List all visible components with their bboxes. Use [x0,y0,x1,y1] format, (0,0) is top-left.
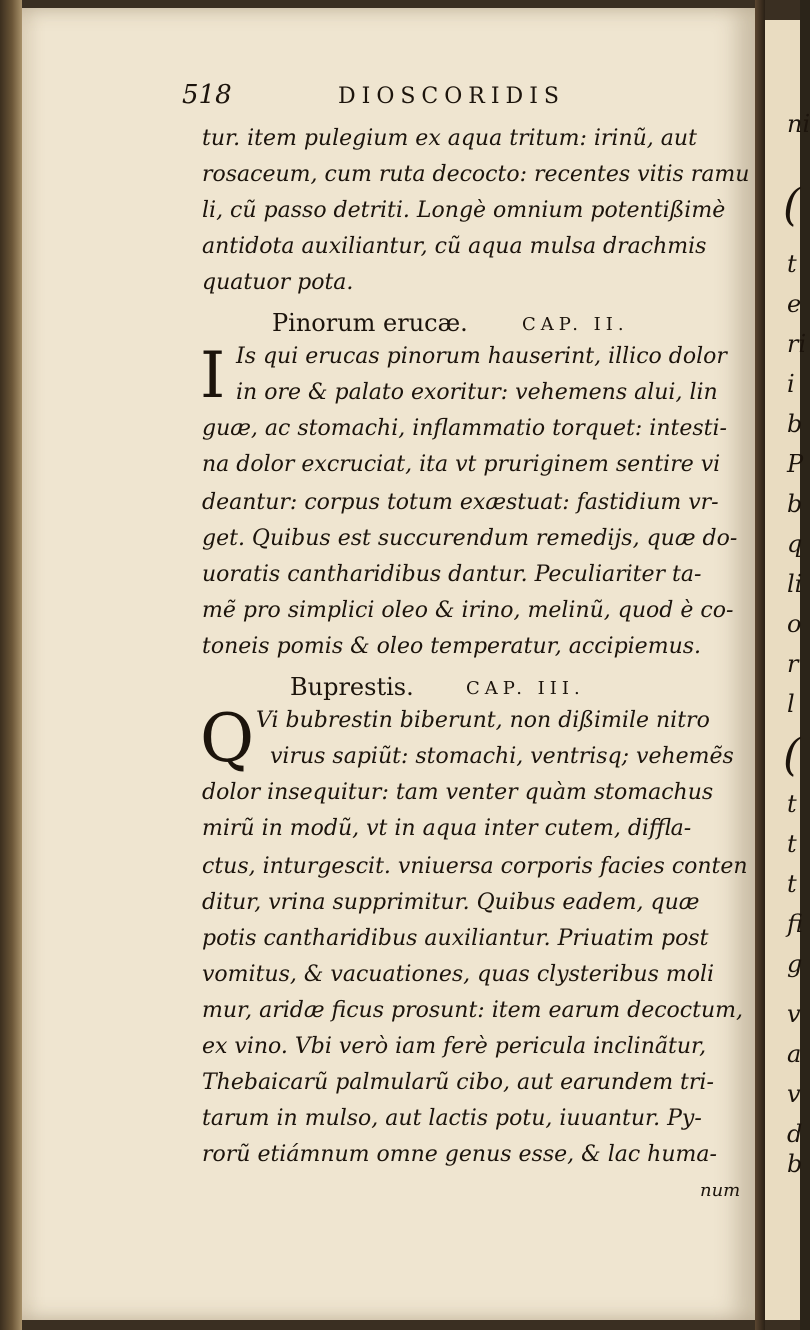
text-line: Vi bubrestin biberunt, non dißimile nitro [256,708,710,733]
facing-page-glyph: t [787,250,797,278]
text-line: li, cũ passo detriti. Longè omnium potentißimè [202,198,726,223]
facing-page-glyph: ri [787,330,807,358]
facing-page-glyph: g [787,950,803,978]
text-line: mẽ pro simplici oleo & irino, melinũ, quod è co- [202,598,734,623]
facing-page-glyph: li [787,570,803,598]
text-line: quatuor pota. [202,270,354,295]
book-gutter [755,0,765,1330]
text-line: tarum in mulso, aut lactis potu, iuuantur. Py- [202,1106,702,1131]
facing-page-glyph: b [787,1150,803,1178]
text-line: in ore & palato exoritur: vehemens alui, lin [236,380,718,405]
facing-page-fragment [765,20,810,1320]
catchword: num [700,1180,741,1201]
text-line: tur. item pulegium ex aqua tritum: irinũ, aut [202,126,697,151]
text-line: dolor insequitur: tam venter quàm stomachus [202,780,714,805]
chapter-title: Pinorum erucæ. [272,309,468,337]
facing-page-glyph: b [787,490,803,518]
facing-page-glyph: ( [783,180,801,231]
text-line: na dolor excruciat, ita vt pruriginem sentire vi [202,452,721,477]
text-line: toneis pomis & oleo temperatur, accipiemus. [202,634,702,659]
text-line: Is qui erucas pinorum hauserint, illico dolor [236,344,727,369]
text-line: mirũ in modũ, vt in aqua inter cutem, diffla- [202,816,692,841]
text-line: antidota auxiliantur, cũ aqua mulsa drachmis [202,234,707,259]
facing-page-glyph: l [787,690,795,718]
facing-page-glyph: a [787,1040,802,1068]
text-line: vomitus, & vacuationes, quas clysteribus moli [202,962,715,987]
page-header [182,80,652,120]
facing-page-glyph: q [787,530,803,558]
text-line: uoratis cantharidibus dantur. Peculiariter ta- [202,562,702,587]
facing-page-glyph: i [787,370,795,398]
text-line: Thebaicarũ palmularũ cibo, aut earundem tri- [202,1070,714,1095]
text-line: mur, aridæ ficus prosunt: item earum decoctum, [202,998,743,1023]
facing-page-glyph: t [787,790,797,818]
chapter-title: Buprestis. [290,673,414,701]
facing-page-glyph: v [787,1080,801,1108]
text-line: ctus, inturgescit. vniuersa corporis facies conten [202,854,748,879]
drop-cap-initial: I [200,339,226,413]
facing-page-glyph: P [787,450,804,478]
text-line: ditur, vrina supprimitur. Quibus eadem, quæ [202,890,700,915]
text-line: ex vino. Vbi verò iam ferè pericula inclinãtur, [202,1034,707,1059]
page-number: 518 [182,80,232,110]
text-line: potis cantharidibus auxiliantur. Priuatim post [202,926,709,951]
book-left-edge [0,0,22,1330]
text-line: rosaceum, cum ruta decocto: recentes vitis ramu [202,162,750,187]
facing-page-glyph: ( [783,730,801,781]
text-line: guæ, ac stomachi, inflammatio torquet: intesti- [202,416,727,441]
facing-page-glyph: d [787,1120,803,1148]
text-line: rorũ etiámnum omne genus esse, & lac huma- [202,1142,717,1167]
chapter-number: CAP. III. [466,678,585,699]
facing-page-glyph: o [787,610,802,638]
text-line: get. Quibus est succurendum remedijs, quæ do- [202,526,738,551]
drop-cap-initial: Q [200,700,255,777]
facing-page-glyph: b [787,410,803,438]
chapter-number: CAP. II. [522,314,629,335]
facing-page-glyph: t [787,830,797,858]
facing-page-glyph: t [787,870,797,898]
facing-page-glyph: fi [787,910,804,938]
facing-page-glyph: r [787,650,799,678]
running-head: DIOSCORIDIS [338,84,565,109]
facing-page-glyph: e [787,290,802,318]
text-line: virus sapiũt: stomachi, ventrisq; vehemẽs [270,744,734,769]
text-line: deantur: corpus totum exæstuat: fastidium vr- [202,490,719,515]
facing-page-glyph: v [787,1000,801,1028]
facing-page-glyph: ni [787,110,810,138]
